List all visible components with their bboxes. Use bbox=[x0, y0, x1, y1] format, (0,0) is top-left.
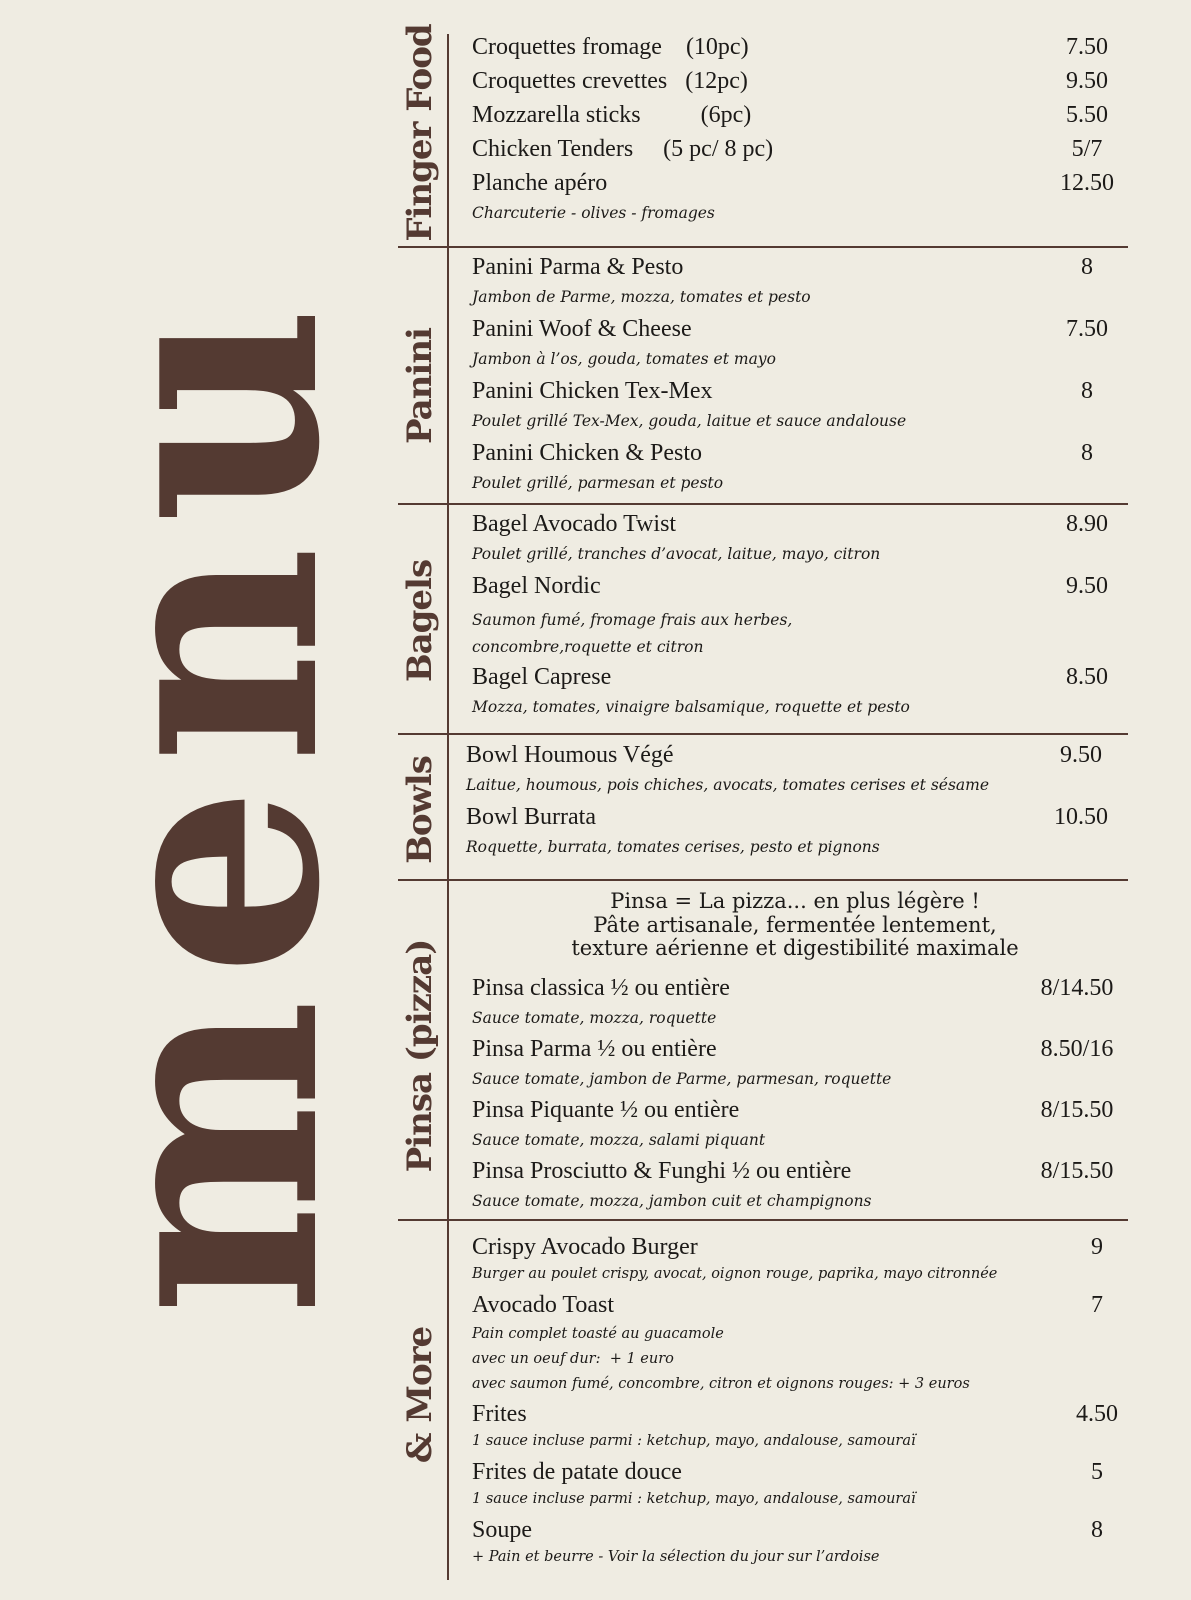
menu-item bbox=[472, 573, 1127, 661]
menu-item bbox=[472, 511, 1127, 563]
item-description: Roquette, burrata, tomates cerises, pesto et pignons bbox=[466, 838, 880, 856]
item-price: 9.50 bbox=[1066, 573, 1108, 599]
item-description: Poulet grillé, tranches d’avocat, laitue, mayo, citron bbox=[472, 545, 881, 563]
item-price: 8/15.50 bbox=[1040, 1097, 1114, 1123]
item-price: 8.50 bbox=[1066, 664, 1108, 690]
item-description: Jambon à l’os, gouda, tomates et mayo bbox=[472, 350, 776, 368]
item-description: 1 sauce incluse parmi : ketchup, mayo, andalouse, samouraï bbox=[472, 1433, 916, 1449]
menu-item bbox=[472, 102, 1127, 129]
section-divider bbox=[398, 246, 1128, 248]
item-name: Panini Chicken & Pesto bbox=[472, 440, 702, 466]
item-price: 5.50 bbox=[1066, 102, 1108, 128]
item-name: Croquettes fromage (10pc) bbox=[472, 34, 749, 60]
item-description: Burger au poulet crispy, avocat, oignon rouge, paprika, mayo citronnée bbox=[472, 1266, 998, 1282]
item-name: Soupe bbox=[472, 1517, 532, 1543]
item-name: Pinsa Piquante ½ ou entière bbox=[472, 1097, 740, 1123]
menu-item bbox=[472, 440, 1127, 492]
item-price: 8 bbox=[1091, 1517, 1103, 1543]
pinsa-note: Pinsa = La pizza... en plus légère ! Pâte artisanale, fermentée lentement, texture aérienne et digestibilité maximale bbox=[571, 889, 1019, 961]
item-price: 7.50 bbox=[1066, 316, 1108, 342]
item-description: Sauce tomate, mozza, roquette bbox=[472, 1009, 717, 1027]
item-price: 7 bbox=[1091, 1292, 1103, 1318]
item-price: 5 bbox=[1091, 1459, 1103, 1485]
vertical-divider bbox=[447, 34, 449, 1580]
menu-item bbox=[472, 664, 1127, 716]
item-price: 8/14.50 bbox=[1040, 975, 1114, 1001]
menu-item bbox=[466, 804, 1121, 856]
item-name: Planche apéro bbox=[472, 170, 608, 196]
menu-item bbox=[472, 1401, 1127, 1449]
item-price: 5/7 bbox=[1071, 136, 1103, 162]
item-price: 8.50/16 bbox=[1040, 1036, 1114, 1062]
item-description: Sauce tomate, mozza, salami piquant bbox=[472, 1131, 766, 1149]
item-description: Charcuterie - olives - fromages bbox=[472, 204, 715, 222]
item-name: Bagel Caprese bbox=[472, 664, 612, 690]
item-price: 10.50 bbox=[1054, 804, 1108, 830]
item-description: + Pain et beurre - Voir la sélection du jour sur l’ardoise bbox=[472, 1549, 880, 1565]
section-label-bagels: Bagels bbox=[400, 559, 440, 683]
item-name: Bowl Burrata bbox=[466, 804, 596, 830]
item-price: 8 bbox=[1081, 378, 1093, 404]
item-price: 4.50 bbox=[1076, 1401, 1118, 1427]
menu-item bbox=[472, 1036, 1127, 1088]
item-name: Bagel Nordic bbox=[472, 573, 601, 599]
item-description: Poulet grillé, parmesan et pesto bbox=[472, 474, 724, 492]
menu-item bbox=[472, 34, 1127, 61]
item-name: Bagel Avocado Twist bbox=[472, 511, 677, 537]
item-name: Bowl Houmous Végé bbox=[466, 742, 674, 768]
item-price: 9.50 bbox=[1066, 68, 1108, 94]
menu-item bbox=[472, 316, 1127, 368]
menu-title: menu bbox=[33, 283, 386, 1317]
menu-item bbox=[472, 1292, 1127, 1397]
item-price: 12.50 bbox=[1060, 170, 1114, 196]
section-label-finger-food: Finger Food bbox=[400, 24, 440, 242]
menu-item bbox=[466, 742, 1121, 794]
item-name: Croquettes crevettes (12pc) bbox=[472, 68, 748, 94]
item-name: Chicken Tenders (5 pc/ 8 pc) bbox=[472, 136, 774, 162]
item-description: Pain complet toasté au guacamole avec un oeuf dur: + 1 euro avec saumon fumé, concombre, citron et oignons rouges: + 3 euros bbox=[472, 1326, 970, 1392]
item-name: Frites bbox=[472, 1401, 527, 1427]
section-label-panini: Panini bbox=[400, 328, 440, 444]
item-price: 9 bbox=[1091, 1234, 1103, 1260]
section-label-more: & More bbox=[400, 1326, 440, 1464]
item-price: 8.90 bbox=[1066, 511, 1108, 537]
item-name: Frites de patate douce bbox=[472, 1459, 682, 1485]
menu-item bbox=[472, 136, 1127, 163]
item-name: Pinsa classica ½ ou entière bbox=[472, 975, 730, 1001]
item-name: Avocado Toast bbox=[472, 1292, 615, 1318]
item-price: 8 bbox=[1081, 440, 1093, 466]
item-description: Saumon fumé, fromage frais aux herbes, concombre,roquette et citron bbox=[472, 611, 793, 657]
menu-item bbox=[472, 170, 1127, 222]
menu-item bbox=[472, 1234, 1127, 1282]
section-divider bbox=[398, 503, 1128, 505]
menu-item bbox=[472, 254, 1127, 306]
item-name: Pinsa Parma ½ ou entière bbox=[472, 1036, 717, 1062]
item-price: 7.50 bbox=[1066, 34, 1108, 60]
item-name: Panini Woof & Cheese bbox=[472, 316, 692, 342]
menu-item bbox=[472, 1517, 1127, 1565]
item-description: 1 sauce incluse parmi : ketchup, mayo, andalouse, samouraï bbox=[472, 1491, 916, 1507]
item-description: Laitue, houmous, pois chiches, avocats, tomates cerises et sésame bbox=[466, 776, 990, 794]
item-description: Sauce tomate, jambon de Parme, parmesan, roquette bbox=[472, 1070, 892, 1088]
item-description: Jambon de Parme, mozza, tomates et pesto bbox=[472, 288, 811, 306]
item-name: Pinsa Prosciutto & Funghi ½ ou entière bbox=[472, 1158, 852, 1184]
item-price: 8 bbox=[1081, 254, 1093, 280]
menu-item bbox=[472, 68, 1127, 95]
menu-item bbox=[472, 1158, 1127, 1210]
item-description: Mozza, tomates, vinaigre balsamique, roquette et pesto bbox=[472, 698, 910, 716]
item-description: Sauce tomate, mozza, jambon cuit et champignons bbox=[472, 1192, 872, 1210]
item-description: Poulet grillé Tex-Mex, gouda, laitue et sauce andalouse bbox=[472, 412, 907, 430]
menu-item bbox=[472, 975, 1127, 1027]
section-divider bbox=[398, 1219, 1128, 1221]
menu-item bbox=[472, 1459, 1127, 1507]
section-label-pinsa: Pinsa (pizza) bbox=[400, 939, 440, 1173]
item-name: Mozzarella sticks (6pc) bbox=[472, 102, 752, 128]
item-price: 9.50 bbox=[1060, 742, 1102, 768]
menu-item bbox=[472, 1097, 1127, 1149]
item-name: Panini Chicken Tex-Mex bbox=[472, 378, 713, 404]
item-name: Crispy Avocado Burger bbox=[472, 1234, 698, 1260]
menu-item bbox=[472, 378, 1127, 430]
item-price: 8/15.50 bbox=[1040, 1158, 1114, 1184]
item-name: Panini Parma & Pesto bbox=[472, 254, 684, 280]
section-divider bbox=[398, 733, 1128, 735]
section-divider bbox=[398, 879, 1128, 881]
section-label-bowls: Bowls bbox=[400, 756, 440, 864]
